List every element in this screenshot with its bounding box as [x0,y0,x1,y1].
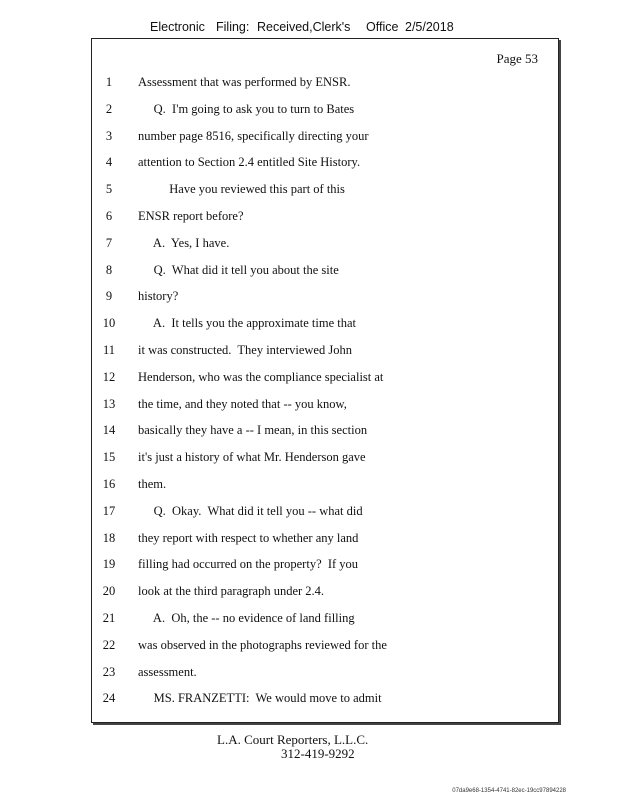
line-number: 21 [102,611,116,625]
transcript-line [92,557,558,577]
transcript-line [92,423,558,443]
line-number: 12 [102,369,116,384]
transcript-page [91,38,559,723]
line-text: history? [138,289,179,304]
reporter-phone: 312-419-9292 [281,746,355,761]
line-number: 1 [105,75,113,89]
line-number: 22 [102,637,116,652]
line-number: 14 [102,423,116,438]
line-number: 11 [102,343,116,357]
transcript-line [92,263,558,283]
line-text: A. Oh, the -- no evidence of land filling [138,611,355,625]
transcript-line [92,370,558,390]
transcript-line [92,209,558,229]
transcript-line [92,289,558,309]
line-number: 24 [102,691,116,706]
filing-stamp-date: 2/5/2018 [405,20,454,34]
line-text: ENSR report before? [138,209,244,223]
line-number: 2 [105,101,113,116]
transcript-line [92,155,558,175]
line-text: it's just a history of what Mr. Henderson gave [138,450,366,465]
filing-stamp-word: Office [366,20,399,34]
transcript-line [92,611,558,631]
transcript-line [92,665,558,685]
line-number: 3 [105,128,113,143]
line-text: Q. Okay. What did it tell you -- what did [138,503,363,518]
line-number: 19 [102,557,116,572]
line-number: 13 [102,396,116,411]
line-text: Q. I'm going to ask you to turn to Bates [138,101,355,116]
line-number: 8 [105,262,113,277]
transcript-line [92,584,558,604]
transcript-line [92,504,558,524]
transcript-line [92,75,558,95]
line-number: 16 [102,477,116,491]
line-number: 17 [102,503,116,518]
transcript-line [92,236,558,256]
line-text: assessment. [138,664,197,679]
transcript-line [92,397,558,417]
line-number: 23 [102,664,116,679]
filing-stamp-word: Filing: [216,20,250,34]
line-number: 4 [105,155,113,170]
transcript-line [92,343,558,363]
line-number: 18 [102,530,116,545]
transcript-line [92,182,558,202]
line-text: it was constructed. They interviewed John [138,343,352,357]
line-text: Have you reviewed this part of this [138,182,345,197]
line-text: A. It tells you the approximate time that [138,316,357,331]
reporter-company: L.A. Court Reporters, L.L.C. [217,732,369,747]
line-number: 7 [105,235,113,250]
filing-stamp-word: Received,Clerk's [257,20,351,34]
line-number: 9 [105,289,113,304]
document-id: 07da9e68-1354-4741-82ec-19cc97894228 [452,788,566,794]
line-text: they report with respect to whether any land [138,530,359,545]
page-number: Page 53 [496,51,538,66]
line-number: 5 [105,182,113,197]
line-text: was observed in the photographs reviewed for the [138,637,387,652]
transcript-line [92,531,558,551]
filing-stamp-word: Electronic [150,20,205,34]
filing-stamp-header [0,20,618,38]
line-text: basically they have a -- I mean, in this section [138,423,368,438]
line-text: number page 8516, specifically directing your [138,128,369,143]
line-number: 20 [102,584,116,599]
line-text: A. Yes, I have. [138,235,230,250]
transcript-line [92,102,558,122]
line-text: Assessment that was performed by ENSR. [138,75,351,89]
line-text: filling had occurred on the property? If you [138,557,359,572]
line-text: MS. FRANZETTI: We would move to admit [138,691,382,706]
line-number: 6 [105,209,113,223]
line-text: Henderson, who was the compliance specialist at [138,369,384,384]
transcript-line [92,316,558,336]
line-text: Q. What did it tell you about the site [138,262,339,277]
transcript-line [92,450,558,470]
line-text: the time, and they noted that -- you know, [138,396,347,411]
line-text: attention to Section 2.4 entitled Site History. [138,155,361,170]
line-number: 10 [102,316,116,331]
transcript-line [92,691,558,711]
transcript-line [92,638,558,658]
transcript-line [92,477,558,497]
transcript-line [92,129,558,149]
line-number: 15 [102,450,116,465]
line-text: look at the third paragraph under 2.4. [138,584,325,599]
line-text: them. [138,477,167,491]
